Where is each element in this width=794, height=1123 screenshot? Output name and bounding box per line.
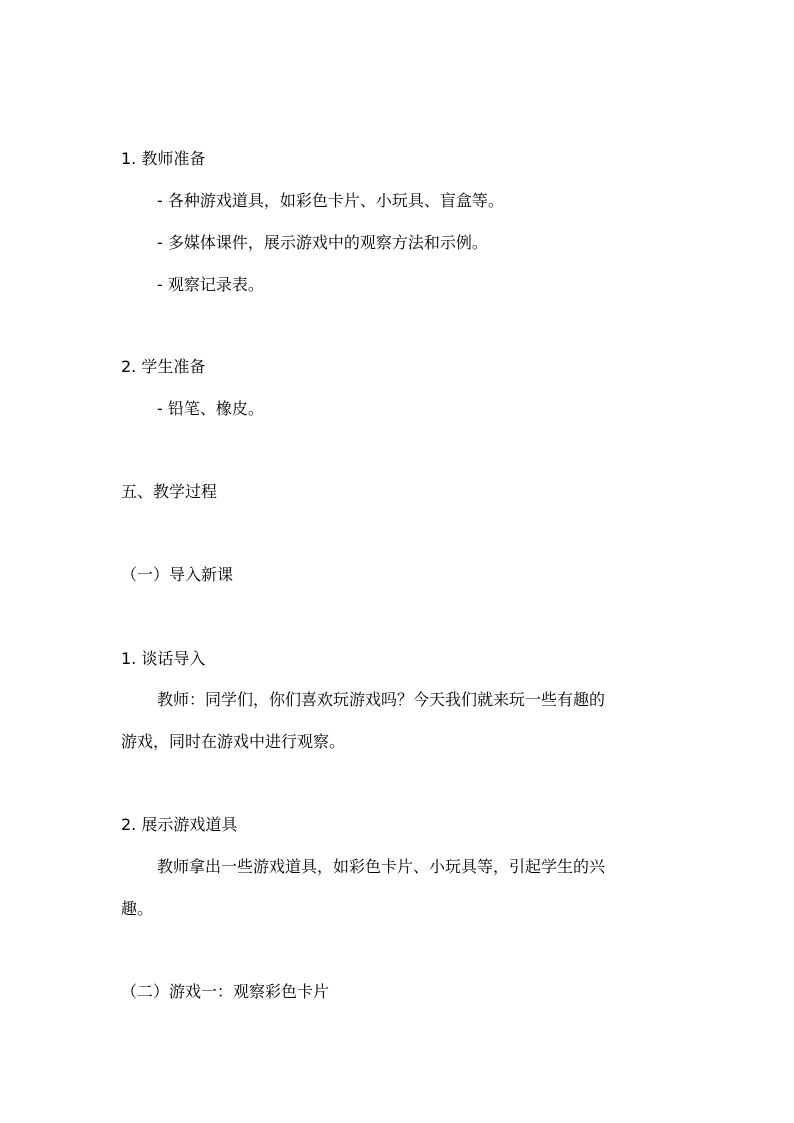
step2-paragraph-line2: 趣。 [121, 899, 154, 918]
sub2-heading: （二）游戏一：观察彩色卡片 [121, 982, 330, 1001]
step2-paragraph-line1: 教师拿出一些游戏道具，如彩色卡片、小玩具等，引起学生的兴 [157, 857, 606, 876]
step2-heading: 2. 展示游戏道具 [121, 815, 238, 834]
step1-paragraph-line2: 游戏，同时在游戏中进行观察。 [121, 732, 346, 751]
list-item: - 观察记录表。 [157, 275, 264, 294]
step1-heading: 1. 谈话导入 [121, 649, 206, 668]
sub1-heading: （一）导入新课 [121, 565, 234, 584]
section1-heading: 1. 教师准备 [121, 149, 206, 168]
list-item: - 各种游戏道具，如彩色卡片、小玩具、盲盒等。 [157, 191, 504, 210]
list-item: - 铅笔、橡皮。 [157, 399, 264, 418]
part5-heading: 五、教学过程 [121, 482, 218, 501]
step1-paragraph-line1: 教师：同学们，你们喜欢玩游戏吗？今天我们就来玩一些有趣的 [157, 690, 606, 709]
section2-heading: 2. 学生准备 [121, 357, 206, 376]
list-item: - 多媒体课件，展示游戏中的观察方法和示例。 [157, 233, 488, 252]
